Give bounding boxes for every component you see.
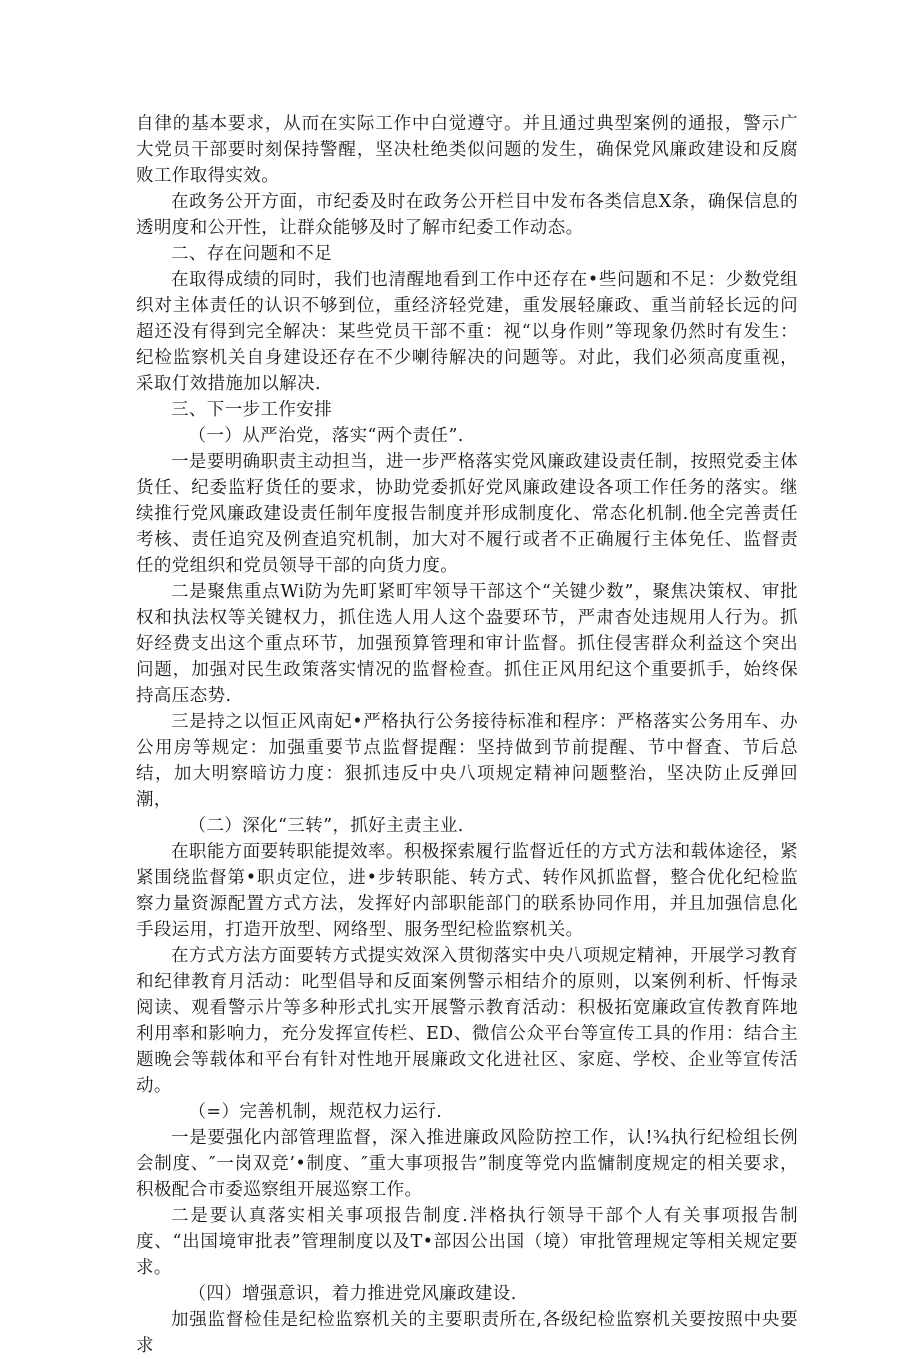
paragraph-responsibility: 一是要明确职责主动担当，进一步严格落实党风廉政建设责任制，按照党委主体货任、纪委监籽货任的要求，协助党委抓好党风廉政建设各项工作任务的落实。继续推行党风廉政建设责任制年度报告制度并形成制度化、常态化机制.他全完善责任考核、责任追究及例查追究机制，加大对不履行或者不正确履行主体免任、监督责任的党组织和党员领导干部的向货力度。 (136, 452, 798, 576)
paragraph-continuation: 自律的基本要求，从而在实际工作中白觉遵守。并且通过典型案例的通报，警示广大党员干部要时刻保持警醒，坚决杜绝类似问题的发生，确保党风廉政建设和反腐败工作取得实效。 (136, 114, 798, 186)
subheading-three-transforms: （二）深化“三转”，抓好主责主业. (188, 816, 464, 836)
subheading-mechanism: （=）完善机制，规范权力运行. (188, 1102, 443, 1122)
paragraph-problems: 在取得成绩的同时，我们也清醒地看到工作中还存在•些问题和不足：少数党组织对主体责任的认识不够到位，重经济轻党建，重发展轻廉政、重当前轻长远的问超还没有得到完全解决：某些党员干部不重：视“以身作则”等现象仍然时有发生：纪检监察机关自身建设还存在不少喇待解决的问题等。对此，我们必须高度重视，采取仃效措施加以解决. (136, 270, 798, 394)
document-body (136, 111, 798, 1359)
paragraph-functions: 在职能方面要转职能提效率。积极探索履行监督近任的方式方法和载体途径，紧紧围绕监督第•职贞定位，进•步转职能、转方式、转作风抓监督，整合优化纪检监察力量资源配置方式方法，发挥好内部职能部门的联系协同作用，并且加强信息化手段运用，打造开放型、网络型、服务型纪检监察机关。 (136, 842, 798, 940)
subheading-strict-governance: （一）从严治党，落实“两个责任”. (188, 426, 464, 446)
paragraph-methods: 在方式方法方面要转方式提实效深入贯彻落实中央八项规定精神，开展学习教育和纪律教育月活动：叱型倡导和反面案例警示相结介的原则，以案例利析、忏悔录阅读、观看警示片等多种形式扎实开展警示教育活动：积极拓宽廉政宣传教育阵地利用率和影响力，充分发挥宣传栏、ED、微信公众平台等宣传工具的作用：结合主题晚会等载体和平台有针对性地开展廉政文化进社区、家庭、学校、企业等宣传活动。 (136, 946, 798, 1096)
section-heading-next-steps: 三、下一步工作安排 (171, 400, 333, 420)
paragraph-public-affairs: 在政务公开方面，市纪委及时在政务公开栏目中发布各类信息X条，确保信息的透明度和公开性，让群众能够及时了解市纪委工作动态。 (136, 192, 798, 238)
paragraph-supervision: 加强监督检佳是纪检监察机关的主要职责所在,各级纪检监察机关要按照中央要求 (136, 1310, 798, 1356)
paragraph-persistence: 三是持之以恒正风南妃•严格执行公务接待标准和程序：严格落实公务用车、办公用房等规定：加强重要节点监督提醒：坚持做到节前提醒、节中督査、节后总结，加大明察暗访力度：狠抓违反中央八项规定精神问题整治，坚决防止反弹回潮， (136, 712, 798, 810)
paragraph-key-focus: 二是聚焦重点Wi防为先町紧町牢领导干部这个“关键少数”，聚焦决策权、审批权和执法权等关键权力，抓住选人用人这个盎要环节，严肃杳处违规用人行为。抓好经费支出这个重点环节，加强预算管理和审计监督。抓住侵害群众利益这个突出问题，加强对民生政策落实情况的监督检查。抓住正风用纪这个重要抓手，始终保持高压态势. (136, 582, 798, 706)
paragraph-reporting: 二是要认真落实相关事项报告制度.泮格执行领导干部个人有关事项报告制度、“出国境审批表”管理制度以及T•部因公出国（境）审批管理规定等相关规定要求。 (136, 1206, 798, 1278)
paragraph-internal-oversight: 一是要强化内部管理监督，深入推进廉政风险防控工作，认!¾执行纪检组长例会制度、″一岗双竞’•制度、″重大事项报告”制度等党内监慵制度规定的相关要求，积极配合市委巡察组开展巡察工作。 (136, 1128, 798, 1200)
section-heading-problems: 二、存在问题和不足 (171, 244, 333, 264)
subheading-awareness: （四）增强意识，着力推进党风廉政建设. (188, 1284, 517, 1304)
